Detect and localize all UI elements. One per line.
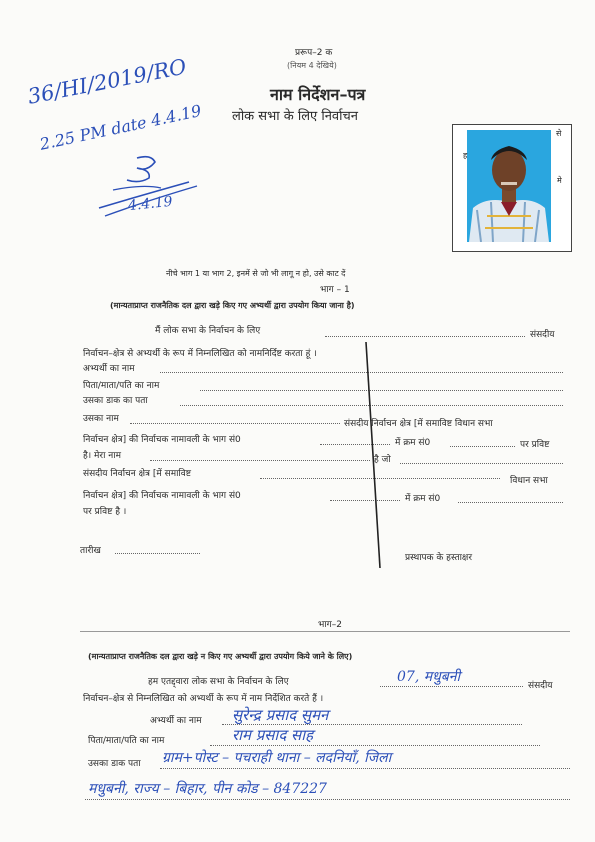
part2-address-label: उसका डाक पता [88,759,141,769]
part2-candidate-value: सुरेन्द्र प्रसाद सुमन [232,706,329,724]
form-subtitle: लोक सभा के लिए निर्वाचन [232,109,358,124]
part1-subheading: (मान्यताप्राप्त राजनैतिक दल द्वारा खड़े किए गए अभ्यर्थी द्वारा उपयोग किया जाना है) [110,301,355,310]
part1-line10b: में क्रम सं0 [405,494,441,504]
part1-line7b: में क्रम सं0 [395,438,431,448]
part1-line1a: मैं लोक सभा के निर्वाचन के लिए [155,326,261,336]
rule-reference: (नियम 4 देखिये) [287,61,337,70]
part1-signature-label: प्रस्थापक के हस्ताक्षर [405,553,473,563]
part2-address-field-1[interactable] [160,768,570,769]
photo-side-text: से [556,129,562,138]
part1-date-field[interactable] [115,553,200,554]
part2-address-value-2: मधुबनी, राज्य – बिहार, पीन कोड – 847227 [88,781,327,797]
part1-candidate-label: अभ्यर्थी का नाम [83,364,135,374]
photo-side-mark: मे [557,176,562,185]
part2-parent-value: राम प्रसाद साह [232,726,314,744]
photo-stamp-mark: ह [463,151,468,160]
part2-address-value-1: ग्राम+पोस्ट – पचराही थाना – लदनियाँ, जिला [162,750,392,766]
part2-line2: निर्वाचन–क्षेत्र से निम्नलिखित को अभ्यर्थी के रूप में नाम निर्देशित करते हैं । [83,694,324,704]
part-divider [80,631,570,632]
part1-line7c: पर प्रविष्ट [520,440,550,450]
part1-serial-no-2-field[interactable] [458,502,563,503]
part1-date-label: तारीख [80,546,101,556]
part1-line6b: संसदीय निर्वाचन क्षेत्र [में समाविष्ट विधान सभा [344,419,493,429]
instruction-text: नीचे भाग 1 या भाग 2, इनमें से जो भी लागू न हो, उसे काट दें [166,269,346,278]
part1-line9b: विधान सभा [510,476,548,486]
part1-line11: पर प्रविष्ट है । [83,507,127,517]
part2-heading: भाग–2 [318,620,342,630]
part2-subheading: (मान्यताप्राप्त राजनैतिक दल द्वारा खड़े न किए गए अभ्यर्थी द्वारा उपयोग किये जाने के लिए) [88,652,353,661]
time-date-annotation: 2.25 PM date 4.4.19 [38,100,203,154]
part2-line1a: हम एतद्द्वारा लोक सभा के निर्वाचन के लिए [148,677,289,687]
form-title: नाम निर्देशन–पत्र [270,85,366,104]
part1-line8a: है। मेरा नाम [83,451,122,461]
part1-constituency-field[interactable] [325,336,525,337]
part1-line10a: निर्वाचन क्षेत्र] की निर्वाचक नामावली के भाग सं0 [83,491,241,501]
initial-date-annotation: 4.4.19 [127,193,174,215]
reference-number-annotation: 36/HI/2019/RO [25,54,189,109]
part1-heading: भाग – 1 [320,285,350,295]
part1-address-label: उसका डाक का पता [83,396,148,406]
part2-parent-label: पिता/माता/पति का नाम [88,736,165,746]
part2-constituency-field[interactable] [380,686,523,687]
part1-line9a: संसदीय निर्वाचन क्षेत्र [में समाविष्ट [83,469,192,479]
part1-line7a: निर्वाचन क्षेत्र] की निर्वाचक नामावली के भाग सं0 [83,435,241,445]
part1-line6a: उसका नाम [83,414,119,424]
candidate-photo [467,130,551,242]
part1-line1b: संसदीय [530,330,555,340]
part2-candidate-label: अभ्यर्थी का नाम [150,716,202,726]
part1-proposer-field[interactable] [150,460,370,461]
officer-initials-signature [95,150,205,225]
part2-constituency-value: 07, मधुबनी [397,669,461,685]
part1-line2: निर्वाचन–क्षेत्र से अभ्यर्थी के रूप में निम्नलिखित को नामनिर्दिष्ट करता हूं । [83,349,317,359]
part1-proposer-name-field[interactable] [130,423,340,424]
part2-parent-field[interactable] [210,745,540,746]
part1-line8b: है जो [374,455,391,465]
part1-serial-no-field[interactable] [450,446,515,447]
part1-strike-line [360,340,400,570]
part1-proposer-extra-field[interactable] [400,463,563,464]
form-number: प्ररूप–2 क [295,48,333,58]
part2-line1b: संसदीय [528,681,553,691]
part2-address-field-2[interactable] [85,799,570,800]
part1-parent-label: पिता/माता/पति का नाम [83,381,160,391]
